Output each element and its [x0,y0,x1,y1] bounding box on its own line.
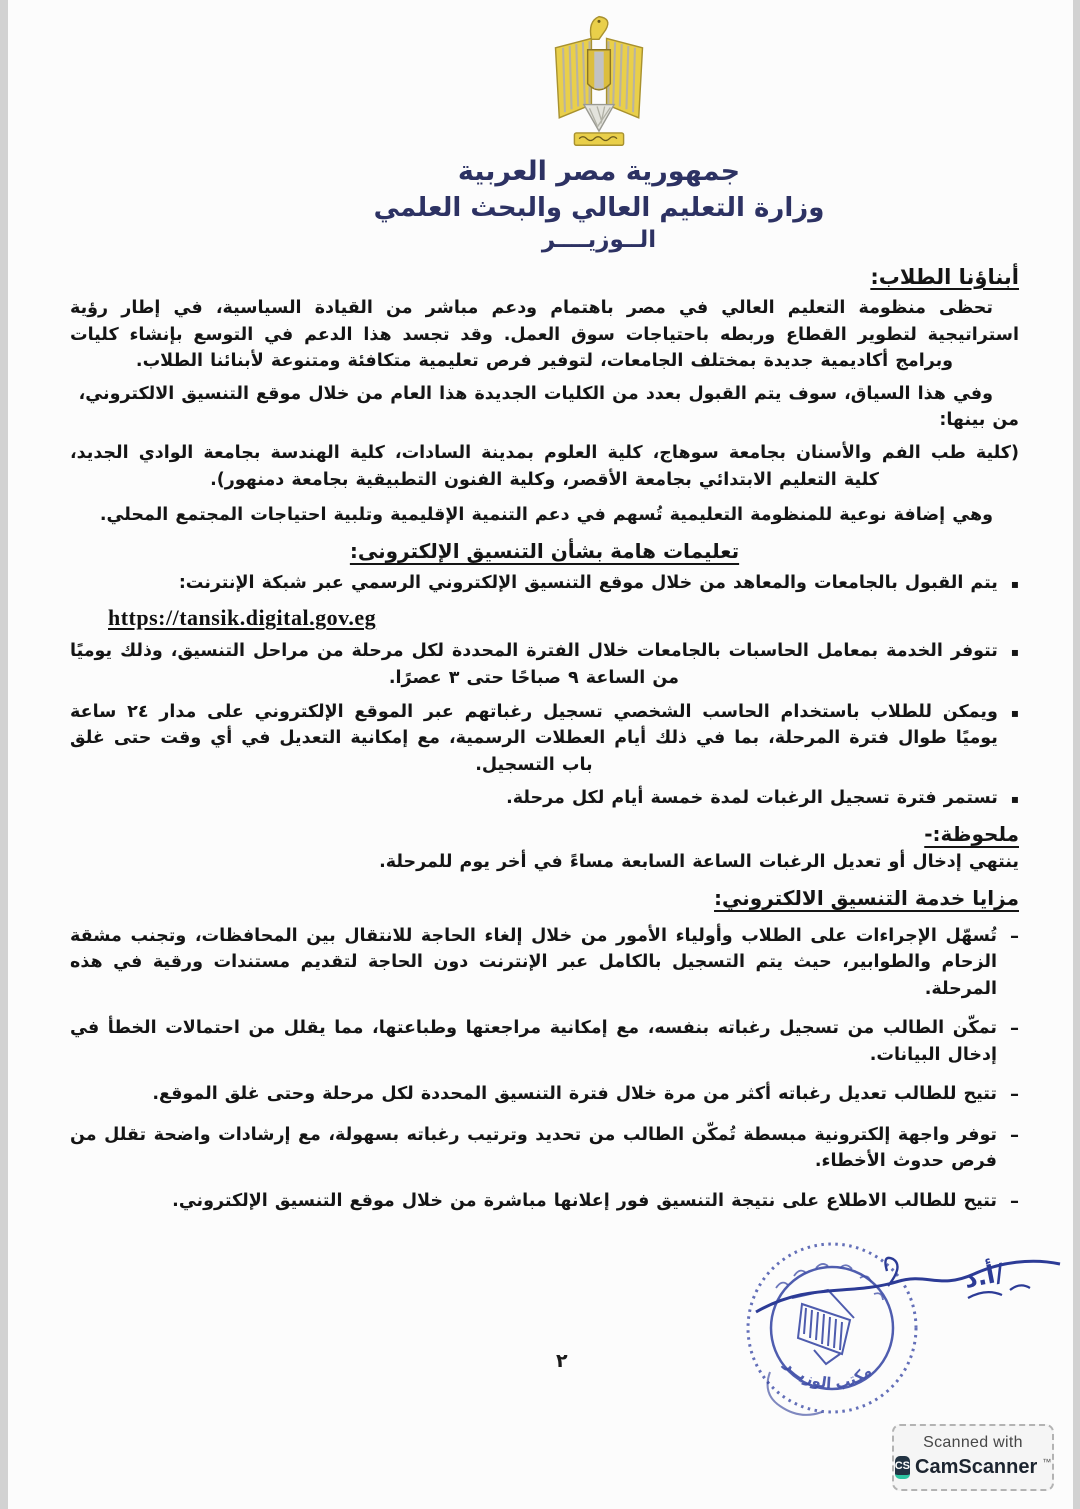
tansik-url-link[interactable]: https://tansik.digital.gov.eg [108,605,377,631]
instruction-item [70,638,1019,691]
instruction-item-text: ويمكن للطلاب باستخدام الحاسب الشخصي تسجيل رغباتهم عبر الموقع الإلكتروني على مدار ٢٤ ساعة يوميًا طوال فترة المرحلة، بما في ذلك أيام العطلات الرسمية، مع إمكانية التعديل في أي وقت حتى غلق باب التسجيل. [70,701,998,775]
square-bullet-icon: ▪ [1010,792,1019,807]
benefit-item-text: تتيح للطالب الاطلاع على نتيجة التنسيق فور إعلانها مباشرة من خلال موقع التنسيق الإلكتروني. [172,1191,997,1212]
benefit-item-text: توفر واجهة إلكترونية مبسطة تُمكّن الطالب من تحديد وترتيب رغباته بسهولة، مع إرشادات واضحة تقلل من فرص حدوث الأخطاء. [70,1124,997,1172]
signature-handwritten-prefix: أ.د/ [961,1257,1007,1294]
benefit-item [70,1015,1019,1068]
square-bullet-icon: ▪ [1010,645,1019,660]
camscanner-name: CamScanner [915,1456,1038,1478]
instruction-item [70,785,1019,812]
document-page [8,0,1073,1509]
benefit-item [70,923,1019,1003]
instructions-heading: تعليمات هامة بشأن التنسيق الإلكترونى: [349,538,740,563]
benefit-item-text: تتيح للطالب تعديل رغباته أكثر من مرة خلال فترة التنسيق المحددة لكل مرحلة وحتى غلق الموقع. [152,1084,997,1105]
instruction-item-text: تستمر فترة تسجيل الرغبات لمدة خمسة أيام لكل مرحلة. [506,788,998,809]
intro-paragraph-1: تحظى منظومة التعليم العالي في مصر باهتمام ودعم مباشر من القيادة السياسية، في إطار رؤية استراتيجية لتطوير القطاع وربطه باحتياجات سوق العمل. وقد تجسد هذا الدعم في التوسع بإنشاء كليات وبرامج أكاديمية جديدة بمختلف الجامعات، لتوفير فرص تعليمية متكافئة ومتنوعة لأبنائنا الطلاب. [70,298,1019,372]
camscanner-badge-line2 [894,1456,1052,1479]
dash-bullet-icon: – [1010,1018,1019,1040]
svg-text:مكتب الوزيــر [780,1355,875,1393]
salutation-heading: أبناؤنا الطلاب: [870,265,1019,289]
stamp-office-label: مكتب الوزيــر [780,1355,876,1393]
benefit-item [70,1122,1019,1175]
note-text: ينتهي إدخال أو تعديل الرغبات الساعة السابعة مساءً في أخر يوم للمرحلة. [379,851,1019,872]
benefit-item-text: تمكّن الطالب من تسجيل رغباته بنفسه، مع إمكانية مراجعتها وطباعتها، مما يقلل من احتمالات الخطأ في إدخال البيانات. [70,1018,997,1065]
benefit-item [70,1081,1019,1108]
ministry-title: وزارة التعليم العالي والبحث العلمي [373,193,825,223]
square-bullet-icon: ▪ [1010,576,1019,591]
camscanner-logo-icon: CS [895,1456,910,1479]
note-heading: ملحوظة:- [924,821,1019,846]
minister-signature-scrawl [756,1258,1060,1415]
letterhead [359,10,839,253]
url-row [70,605,1019,631]
intro-paragraph-4: وهي إضافة نوعية للمنظومة التعليمية تُسهم في دعم التنمية الإقليمية وتلبية احتياجات المجتمع المحلي. [99,505,993,526]
instruction-item-text: يتم القبول بالجامعات والمعاهد من خلال موقع التنسيق الإلكتروني الرسمي عبر شبكة الإنترنت: [178,572,998,593]
benefits-heading: مزايا خدمة التنسيق الالكتروني: [714,885,1019,910]
instruction-item [70,699,1019,779]
square-bullet-icon: ▪ [1010,705,1019,720]
intro-paragraph-3: (كلية طب الفم والأسنان بجامعة سوهاج، كلية العلوم بمدينة السادات، كلية الهندسة بجامعة الوادي الجديد، كلية التعليم الابتدائي بجامعة الأقصر، وكلية الفنون التطبيقية بجامعة دمنهور). [70,442,1019,490]
benefit-item-text: تُسهّل الإجراءات على الطلاب وأولياء الأمور من خلال إلغاء الحاجة للانتقال بين المحافظات، وتجنب مشقة الزحام والطوابير، حيث يتم التسجيل بالكامل عبر الإنترنت دون الحاجة لتقديم مستندات ورقية في هذه المرحلة. [70,925,997,999]
republic-title: جمهورية مصر العربية [457,156,741,187]
stamp-eagle-doodle [792,1290,854,1364]
dash-bullet-icon: – [1010,1084,1019,1106]
intro-paragraph-2: وفي هذا السياق، سوف يتم القبول بعدد من الكليات الجديدة هذا العام من خلال موقع التنسيق الالكتروني، من بينها: [78,383,1019,431]
benefit-item [70,1188,1019,1215]
camscanner-badge-line1: Scanned with [923,1434,1023,1451]
minister-title: الــوزيــــر [541,227,657,253]
instruction-item-text: تتوفر الخدمة بمعامل الحاسبات بالجامعات خلال الفترة المحددة لكل مرحلة من مراحل التنسيق، وذلك يوميًا من الساعة ٩ صباحًا حتى ٣ عصرًا. [70,641,998,688]
page-number: ٢ [556,1350,568,1372]
dash-bullet-icon: – [1010,1124,1019,1146]
dash-bullet-icon: – [1010,1191,1019,1213]
dash-bullet-icon: – [1010,925,1019,947]
instruction-item [70,570,1019,597]
camscanner-trademark: ™ [1042,1456,1052,1467]
camscanner-badge [892,1424,1054,1491]
egypt-eagle-emblem-icon [541,10,657,150]
